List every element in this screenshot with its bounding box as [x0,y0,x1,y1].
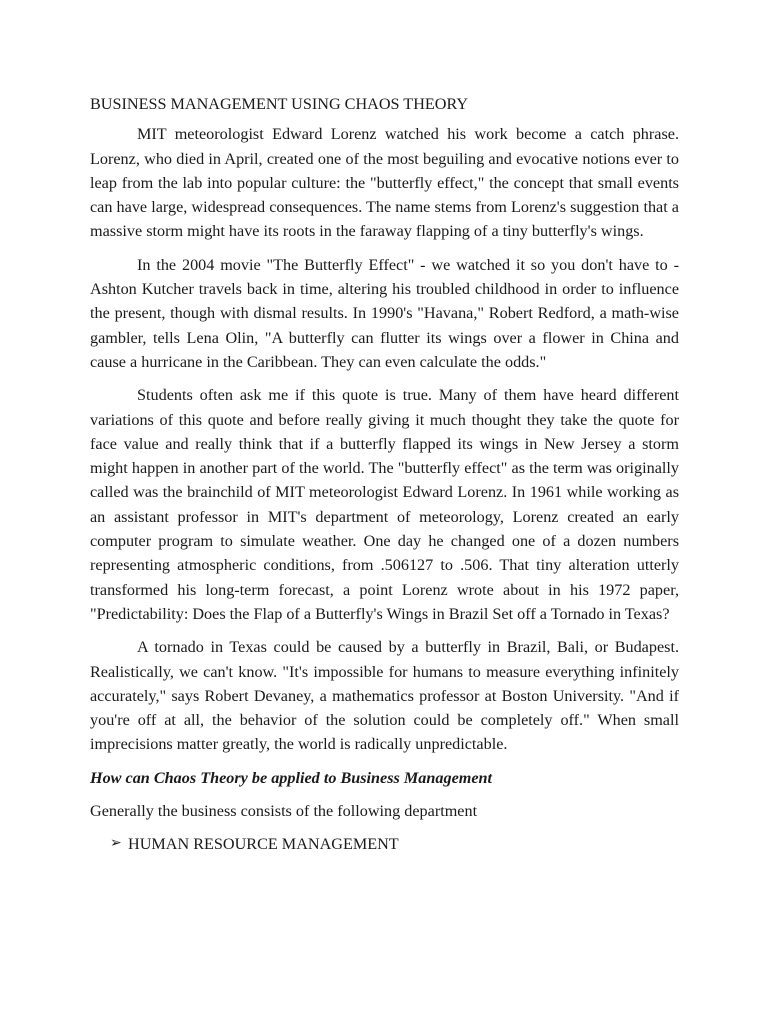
department-list [90,832,679,856]
list-item [110,832,679,856]
departments-intro: Generally the business consists of the following department [90,802,478,821]
section-subheading: How can Chaos Theory be applied to Business Management [90,768,493,787]
paragraph-movies: In the 2004 movie "The Butterfly Effect" - we watched it so you don't have to - Ashton Kutcher travels back in time, altering his troubled childhood in order to influence the present, though with dismal results. In 1990's "Havana," Robert Redford, a math-wise gambler, tells Lena Olin, "A butterfly can flutter its wings over a flower in China and cause a hurricane in the Caribbean. They can even calculate the odds." [90,255,679,371]
paragraph-lorenz-intro: MIT meteorologist Edward Lorenz watched his work become a catch phrase. Lorenz, who died in April, created one of the most beguiling and evocative notions ever to leap from the lab into popular culture: the "butterfly effect," the concept that small events can have large, widespread consequences. The name stems from Lorenz's suggestion that a massive storm might have its roots in the faraway flapping of a tiny butterfly's wings. [90,125,679,241]
document-page [90,92,679,857]
paragraph-tornado: A tornado in Texas could be caused by a butterfly in Brazil, Bali, or Budapest. Realistically, we can't know. "It's impossible for humans to measure everything infinitely accurately," says Robert Devaney, a mathematics professor at Boston University. "And if you're off at all, the behavior of the solution could be completely off." When small imprecisions matter greatly, the world is radically unpredictable. [90,638,679,754]
list-item-label: HUMAN RESOURCE MANAGEMENT [128,835,399,854]
arrow-bullet-icon: ➢ [110,836,122,852]
document-title: BUSINESS MANAGEMENT USING CHAOS THEORY [90,95,469,113]
paragraph-students-quote: Students often ask me if this quote is true. Many of them have heard different variations of this quote and before really giving it much thought they take the quote for face value and really think that if a butterfly flapped its wings in New Jersey a storm might happen in another part of the world. The "butterfly effect" as the term was originally called was the brainchild of MIT meteorologist Edward Lorenz. In 1961 while working as an assistant professor in MIT's department of meteorology, Lorenz created an early computer program to simulate weather. One day he changed one of a dozen numbers representing atmospheric conditions, from .506127 to .506. That tiny alteration utterly transformed his long-term forecast, a point Lorenz wrote about in his 1972 paper, "Predictability: Does the Flap of a Butterfly's Wings in Brazil Set off a Tornado in Texas? [90,386,679,623]
